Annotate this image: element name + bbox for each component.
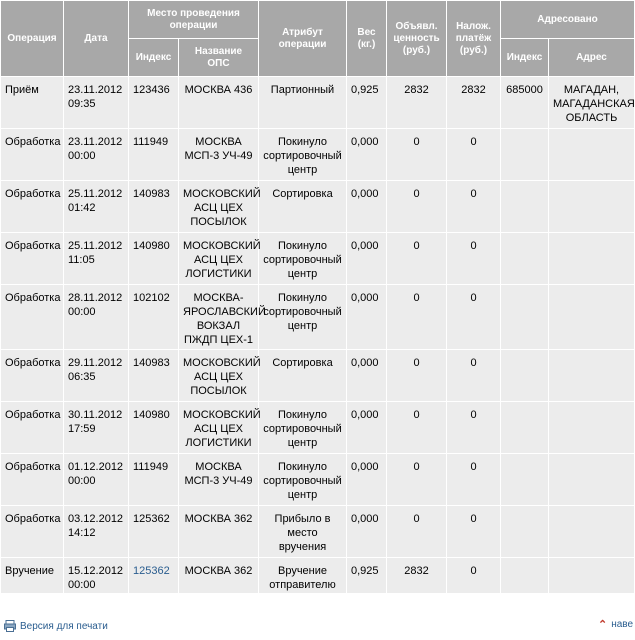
cell-place-index: 102102: [129, 285, 179, 350]
cell-addr-address: [549, 350, 635, 402]
cell-addr-index: [501, 558, 549, 594]
col-header-addr-address: Адрес: [549, 39, 635, 77]
cell-date: 25.11.2012 11:05: [64, 233, 129, 285]
cell-weight: 0,925: [347, 77, 387, 129]
cell-addr-address: [549, 506, 635, 558]
place-index-link[interactable]: 125362: [133, 565, 170, 577]
cell-operation: Обработка: [1, 402, 64, 454]
cell-operation: Обработка: [1, 129, 64, 181]
table-row: [1, 350, 635, 402]
printer-icon: [4, 620, 16, 632]
col-header-operation: Операция: [1, 1, 64, 77]
cell-weight: 0,000: [347, 129, 387, 181]
cell-declared-value: 2832: [387, 77, 447, 129]
cell-cod: 0: [447, 285, 501, 350]
up-arrow-icon: ⌃: [598, 619, 608, 631]
cell-addr-index: [501, 454, 549, 506]
cell-place-index: 140983: [129, 181, 179, 233]
cell-place-name: МОСКВА 436: [179, 77, 259, 129]
cell-declared-value: 0: [387, 506, 447, 558]
cell-cod: 0: [447, 506, 501, 558]
cell-cod: 2832: [447, 77, 501, 129]
cell-attribute: Покинуло сортировочный центр: [259, 402, 347, 454]
cell-declared-value: 0: [387, 233, 447, 285]
col-header-attribute: Атрибут операции: [259, 1, 347, 77]
cell-place-name: МОСКОВСКИЙ АСЦ ЦЕХ ЛОГИСТИКИ: [179, 233, 259, 285]
cell-date: 28.11.2012 00:00: [64, 285, 129, 350]
cell-date: 29.11.2012 06:35: [64, 350, 129, 402]
cell-addr-address: [549, 129, 635, 181]
cell-addr-address: [549, 402, 635, 454]
cell-cod: 0: [447, 402, 501, 454]
cell-addr-index: [501, 233, 549, 285]
cell-declared-value: 0: [387, 350, 447, 402]
cell-place-name: МОСКОВСКИЙ АСЦ ЦЕХ ЛОГИСТИКИ: [179, 402, 259, 454]
cell-attribute: Сортировка: [259, 350, 347, 402]
cell-operation: Приём: [1, 77, 64, 129]
cell-addr-address: [549, 181, 635, 233]
cell-date: 30.11.2012 17:59: [64, 402, 129, 454]
cell-cod: 0: [447, 181, 501, 233]
cell-attribute: Партионный: [259, 77, 347, 129]
cell-cod: 0: [447, 233, 501, 285]
cell-date: 23.11.2012 09:35: [64, 77, 129, 129]
cell-weight: 0,925: [347, 558, 387, 594]
table-row: [1, 285, 635, 350]
cell-place-index: 123436: [129, 77, 179, 129]
cell-operation: Вручение: [1, 558, 64, 594]
cell-addr-address: [549, 558, 635, 594]
table-row: [1, 181, 635, 233]
col-header-place-index: Индекс: [129, 39, 179, 77]
cell-addr-index: [501, 350, 549, 402]
cell-date: 23.11.2012 00:00: [64, 129, 129, 181]
cell-operation: Обработка: [1, 350, 64, 402]
cell-declared-value: 0: [387, 454, 447, 506]
cell-declared-value: 0: [387, 285, 447, 350]
cell-operation: Обработка: [1, 285, 64, 350]
cell-date: 01.12.2012 00:00: [64, 454, 129, 506]
cell-attribute: Сортировка: [259, 181, 347, 233]
cell-place-index: [129, 558, 179, 594]
col-header-declared-value: Объявл. ценность (руб.): [387, 1, 447, 77]
table-row: [1, 402, 635, 454]
cell-weight: 0,000: [347, 350, 387, 402]
back-to-top-link[interactable]: [598, 618, 633, 631]
cell-place-index: 140980: [129, 233, 179, 285]
col-header-place-group: Место проведения операции: [129, 1, 259, 39]
cell-declared-value: 0: [387, 402, 447, 454]
cell-date: 25.11.2012 01:42: [64, 181, 129, 233]
cell-addr-index: [501, 506, 549, 558]
cell-addr-index: [501, 129, 549, 181]
col-header-place-name: Название ОПС: [179, 39, 259, 77]
cell-place-name: МОСКОВСКИЙ АСЦ ЦЕХ ПОСЫЛОК: [179, 181, 259, 233]
cell-declared-value: 2832: [387, 558, 447, 594]
cell-weight: 0,000: [347, 285, 387, 350]
cell-cod: 0: [447, 350, 501, 402]
cell-place-name: МОСКВА 362: [179, 506, 259, 558]
col-header-cod: Налож. платёж (руб.): [447, 1, 501, 77]
cell-place-name: МОСКВА 362: [179, 558, 259, 594]
cell-attribute: Покинуло сортировочный центр: [259, 233, 347, 285]
col-header-addr-index: Индекс: [501, 39, 549, 77]
cell-operation: Обработка: [1, 454, 64, 506]
cell-weight: 0,000: [347, 233, 387, 285]
cell-date: 15.12.2012 00:00: [64, 558, 129, 594]
cell-declared-value: 0: [387, 181, 447, 233]
print-version-label: Версия для печати: [20, 620, 108, 632]
back-to-top-label: наве: [611, 619, 634, 630]
table-row: [1, 233, 635, 285]
cell-place-name: МОСКВА МСП-3 УЧ-49: [179, 454, 259, 506]
cell-addr-address: [549, 454, 635, 506]
cell-place-index: 111949: [129, 129, 179, 181]
cell-addr-index: 685000: [501, 77, 549, 129]
cell-cod: 0: [447, 454, 501, 506]
table-row: [1, 558, 635, 594]
cell-addr-address: [549, 285, 635, 350]
cell-attribute: Покинуло сортировочный центр: [259, 129, 347, 181]
cell-addr-index: [501, 181, 549, 233]
cell-addr-index: [501, 285, 549, 350]
cell-operation: Обработка: [1, 506, 64, 558]
cell-date: 03.12.2012 14:12: [64, 506, 129, 558]
cell-operation: Обработка: [1, 181, 64, 233]
cell-place-index: 125362: [129, 506, 179, 558]
cell-cod: 0: [447, 129, 501, 181]
cell-addr-address: МАГАДАН, МАГАДАНСКАЯ ОБЛАСТЬ: [549, 77, 635, 129]
cell-cod: 0: [447, 558, 501, 594]
cell-place-index: 111949: [129, 454, 179, 506]
cell-attribute: Прибыло в место вручения: [259, 506, 347, 558]
cell-operation: Обработка: [1, 233, 64, 285]
cell-place-name: МОСКВА МСП-3 УЧ-49: [179, 129, 259, 181]
cell-weight: 0,000: [347, 402, 387, 454]
col-header-date: Дата: [64, 1, 129, 77]
table-row: [1, 77, 635, 129]
col-header-addressed-group: Адресовано: [501, 1, 635, 39]
table-row: [1, 129, 635, 181]
cell-place-index: 140980: [129, 402, 179, 454]
print-version-link[interactable]: [4, 620, 108, 632]
cell-place-name: МОСКОВСКИЙ АСЦ ЦЕХ ПОСЫЛОК: [179, 350, 259, 402]
cell-attribute: Покинуло сортировочный центр: [259, 454, 347, 506]
cell-weight: 0,000: [347, 181, 387, 233]
cell-place-index: 140983: [129, 350, 179, 402]
cell-weight: 0,000: [347, 454, 387, 506]
cell-attribute: Покинуло сортировочный центр: [259, 285, 347, 350]
cell-addr-address: [549, 233, 635, 285]
table-row: [1, 506, 635, 558]
cell-attribute: Вручение отправителю: [259, 558, 347, 594]
cell-place-name: МОСКВА-ЯРОСЛАВСКИЙ ВОКЗАЛ ПЖДП ЦЕХ-1: [179, 285, 259, 350]
cell-addr-index: [501, 402, 549, 454]
cell-weight: 0,000: [347, 506, 387, 558]
page-footer: [0, 618, 634, 640]
col-header-weight: Вес (кг.): [347, 1, 387, 77]
table-row: [1, 454, 635, 506]
cell-declared-value: 0: [387, 129, 447, 181]
